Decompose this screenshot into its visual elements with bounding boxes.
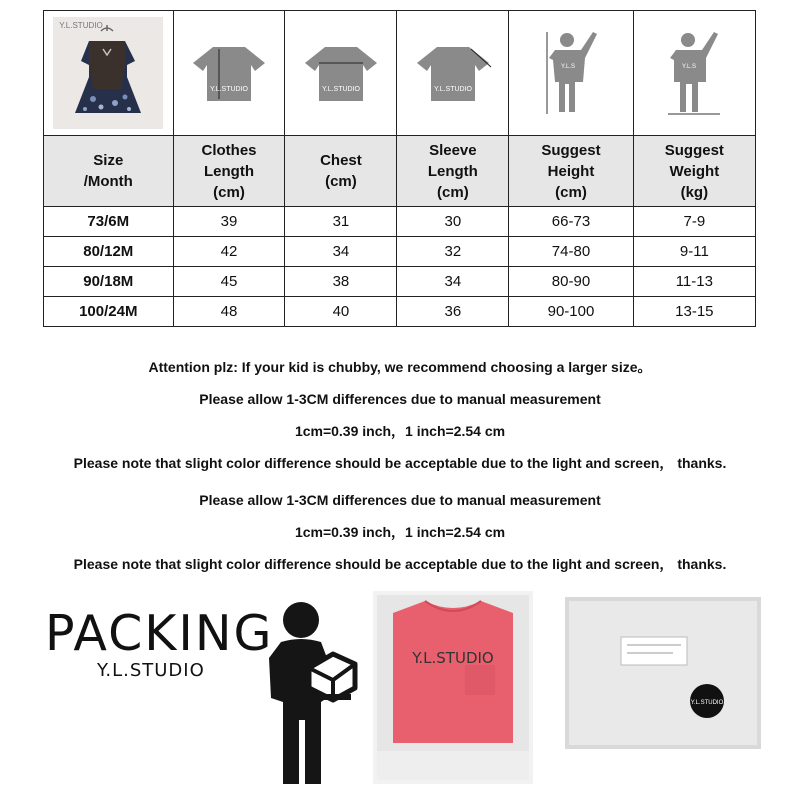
clothes-length-cell: 45 [173, 267, 285, 297]
product-photo [53, 17, 163, 129]
clear-bag-pink-shirt [373, 591, 533, 784]
header-suggest-height: Suggest Height (cm) [509, 136, 633, 207]
notes-block [0, 356, 800, 585]
color-note: Please note that slight color difference should be acceptable due to the light and screen， thanks. [73, 455, 727, 471]
chest-cell: 31 [285, 207, 397, 237]
icon-row [44, 11, 756, 136]
header-clothes-length: Clothes Length (cm) [173, 136, 285, 207]
header-row [44, 136, 756, 207]
size-cell: 100/24M [44, 297, 174, 327]
product-photo-cell [44, 11, 174, 136]
sleeve-length-cell: 30 [397, 207, 509, 237]
clothes-length-cell: 48 [173, 297, 285, 327]
height-cell: 80-90 [509, 267, 633, 297]
size-cell: 90/18M [44, 267, 174, 297]
height-cell: 66-73 [509, 207, 633, 237]
packing-brand: Y.L.STUDIO [97, 660, 205, 681]
header-sleeve-length: Sleeve Length (cm) [397, 136, 509, 207]
weight-child-icon [664, 28, 724, 118]
sleeve-length-cell: 32 [397, 237, 509, 267]
svg-text:Y.L.STUDIO: Y.L.STUDIO [210, 86, 248, 93]
weight-cell: 7-9 [633, 207, 755, 237]
header-chest: Chest (cm) [285, 136, 397, 207]
svg-text:Y.L.STUDIO: Y.L.STUDIO [690, 700, 724, 706]
conversion-note: 1cm=0.39 inch，1 inch=2.54 cm [294, 423, 506, 439]
size-cell: 80/12M [44, 237, 174, 267]
clothes-length-cell: 39 [173, 207, 285, 237]
svg-text:Y.L.S: Y.L.S [682, 64, 697, 70]
conversion-note-repeat: 1cm=0.39 inch，1 inch=2.54 cm [294, 524, 506, 540]
table-row [44, 237, 756, 267]
height-child-icon [541, 28, 601, 118]
chest-cell: 34 [285, 237, 397, 267]
packing-title: PACKING [45, 605, 274, 662]
clothes-length-cell: 42 [173, 237, 285, 267]
header-size: Size /Month [44, 136, 174, 207]
chest-icon-cell [285, 11, 397, 136]
svg-text:Y.L.STUDIO: Y.L.STUDIO [433, 86, 472, 93]
table-row [44, 297, 756, 327]
size-cell: 73/6M [44, 207, 174, 237]
height-cell: 90-100 [509, 297, 633, 327]
sleeve-length-icon-cell [397, 11, 509, 136]
table-row [44, 207, 756, 237]
height-icon-cell [509, 11, 633, 136]
weight-icon-cell [633, 11, 755, 136]
clothes-length-icon [189, 43, 269, 103]
measurement-note-repeat: Please allow 1-3CM differences due to manual measurement [199, 492, 601, 508]
white-mailer-bag [565, 597, 761, 749]
clothes-length-icon-cell [173, 11, 285, 136]
packing-heading [45, 606, 274, 681]
weight-cell: 9-11 [633, 237, 755, 267]
color-note-repeat: Please note that slight color difference should be acceptable due to the light and screen， thanks. [73, 556, 727, 572]
sleeve-length-cell: 36 [397, 297, 509, 327]
height-cell: 74-80 [509, 237, 633, 267]
chest-cell: 40 [285, 297, 397, 327]
sleeve-length-cell: 34 [397, 267, 509, 297]
person-carrying-box-icon [263, 598, 359, 788]
photo-brand-tag: Y.L.STUDIO [59, 21, 103, 30]
sleeve-length-icon [413, 43, 493, 103]
measurement-note: Please allow 1-3CM differences due to manual measurement [199, 391, 601, 407]
svg-text:Y.L.STUDIO: Y.L.STUDIO [412, 649, 494, 667]
attention-note: Attention plz: If your kid is chubby, we recommend choosing a larger size。 [148, 359, 652, 375]
svg-text:Y.L.S: Y.L.S [561, 64, 575, 70]
weight-cell: 11-13 [633, 267, 755, 297]
weight-cell: 13-15 [633, 297, 755, 327]
chest-icon [301, 43, 381, 103]
chest-cell: 38 [285, 267, 397, 297]
size-chart-table [43, 10, 756, 327]
header-suggest-weight: Suggest Weight (kg) [633, 136, 755, 207]
table-row [44, 267, 756, 297]
svg-text:Y.L.STUDIO: Y.L.STUDIO [321, 86, 360, 93]
